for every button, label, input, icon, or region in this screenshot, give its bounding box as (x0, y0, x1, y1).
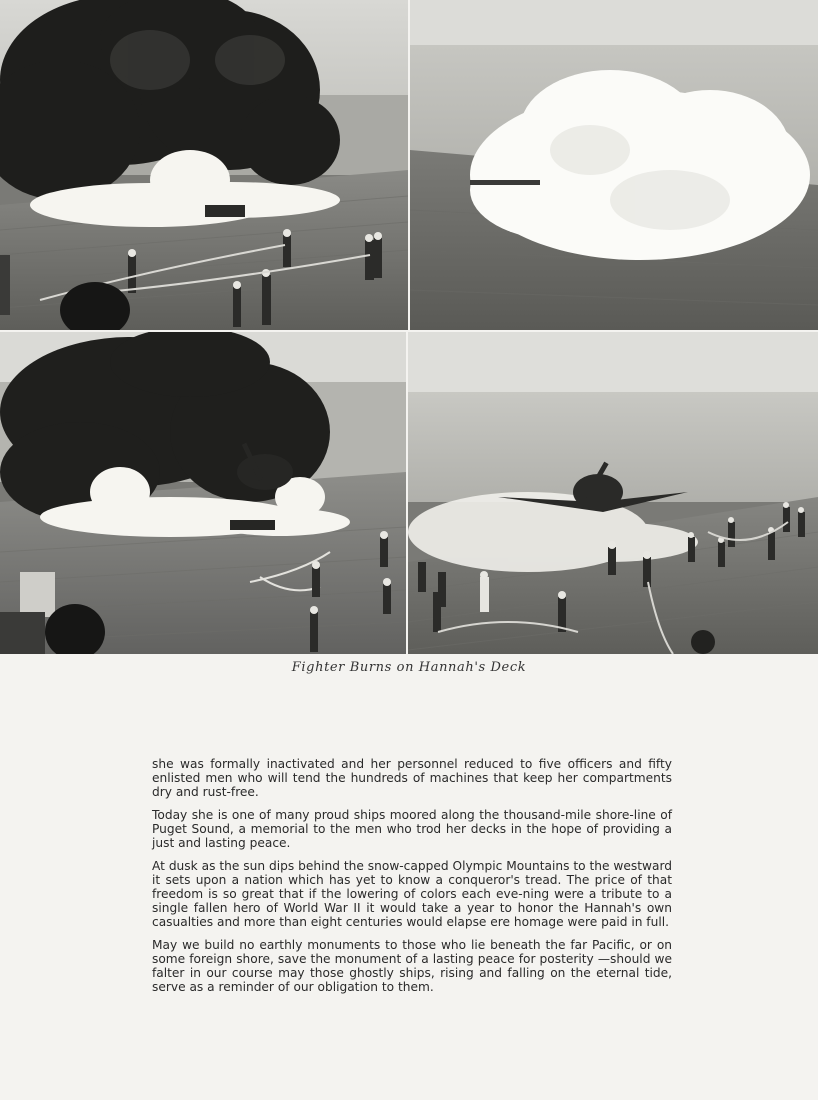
paragraph: Today she is one of many proud ships moored along the thousand-mile shore-line of Puget Sound, a memorial to the men who trod her decks in the hope of providing a just and lasting peace. (152, 808, 672, 850)
photo-burning-fighter (0, 332, 406, 654)
paragraph: At dusk as the sun dips behind the snow-capped Olympic Mountains to the westward it sets upon a nation which has yet to know a conqueror's tread. The price of that freedom is so great that if the lowering of colors each eve-ning were a tribute to a single fallen hero of World War II it would take a year to honor the Hannah's own casualties and more than eight centuries would elapse ere homage were paid in full. (152, 859, 672, 929)
photo-firefighting-crew (408, 332, 818, 654)
paragraph: May we build no earthly monuments to those who lie beneath the far Pacific, or on some foreign shore, save the monument of a lasting peace for posterity —should we falter in our course may those ghostly ships, rising and falling on the eternal tide, serve as a reminder of our obligation to them. (152, 938, 672, 994)
photo-fire-explosion (410, 0, 818, 330)
paragraph: she was formally inactivated and her personnel reduced to five officers and fifty enlisted men who will tend the hundreds of machines that keep her compartments dry and rust-free. (152, 757, 672, 799)
article-body (152, 757, 672, 1003)
photo-deck-fire (0, 0, 408, 330)
photo-caption: Fighter Burns on Hannah's Deck (291, 660, 527, 675)
